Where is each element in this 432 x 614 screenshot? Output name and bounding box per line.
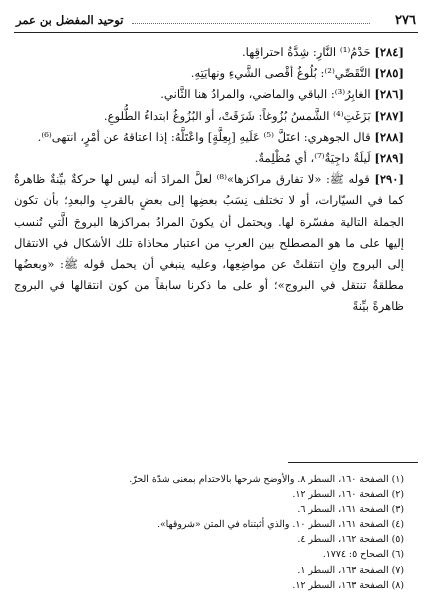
footnote-1: (١) الصفحة ١٦٠، السطر ٨. والأوضح شرحها بالاحتدام بمعنى شدّة الحرّ. (129, 474, 404, 485)
header-dotted-leader (132, 23, 370, 24)
entry-text: بَزَغَتِ⁽⁴⁾ الشَّمسُ بُزُوغاً: شَرَقَتْ، أو البُزُوغُ ابتداءُ الطُّلوعِ. (103, 108, 375, 123)
entry-number: [٢٨٨] (374, 129, 404, 144)
entry-287 (14, 106, 404, 127)
entry-number: [٢٨٦] (374, 87, 404, 102)
entry-289 (14, 148, 404, 169)
entry-text: التَّقَصِّي⁽²⁾: بُلُوغُ أقْصى الشَّيءِ ونهايَتِهِ. (190, 66, 375, 81)
footnote-3: (٣) الصفحة ١٦١، السطر ٦. (297, 504, 404, 516)
entry-288 (14, 127, 404, 148)
footnote-7: (٧) الصفحة ١٦٣، السطر ١. (297, 564, 404, 576)
entry-number: [٢٨٥] (374, 66, 404, 81)
entry-text: قوله ﷺ: «لا تفارق مراكزها»⁽⁸⁾ لعلَّ المرادَ أنه ليس لها حركةٌ بيِّنةٌ ظاهرةٌ كما في السيّارات، أو لا تختلف نِسَبُ بعضِها إلى بعضٍ بالقربِ والبعدِ؛ بأن تكون الجملة التالية مفسّرة لها. ويحتمل أن يكونَ المرادُ بمراكزها البروجَ الَّتي تُنسب إليها على ما هو المصطلح بين العربِ من اعتبار محاذاة تلك الأشكال في الانتقال إلى البروج وإنِ انتقلتْ عن مواضِعِها، وعليه ينبغي أن يحمل قوله ﷺ: «وبعضُها مطلقةٌ تنتقل في البروج»؛ أو على ما ذكرنا سابقاً من كون انتقالها في البروج ظاهرةً بيِّنةً (14, 172, 404, 314)
entry-text: لَيلَةٌ داجِيَةٌ⁽⁷⁾، أي مُظْلِمةٌ. (254, 151, 375, 166)
footnote-8: (٨) الصفحة ١٦٣، السطر ١٢. (292, 579, 404, 591)
footnote-separator (288, 462, 418, 463)
book-page (14, 12, 418, 602)
footnotes (14, 472, 418, 593)
entry-286 (14, 84, 404, 105)
entry-285 (14, 63, 404, 84)
entry-290 (14, 169, 404, 317)
entry-number: [٢٨٩] (374, 151, 404, 166)
page-header (14, 12, 418, 33)
footnote-5: (٥) الصفحة ١٦٢، السطر ٤. (297, 534, 404, 546)
entry-text: قال الجوهري: اعتَلَّ ⁽⁵⁾ عَلَيهِ [بِعِلَّةٍ] واعْتَلَّهُ: إذا اعتاقهُ عن أمْرٍ، انتهى⁽⁶⁾. (37, 129, 375, 144)
entry-number: [٢٩٠] (374, 172, 404, 187)
entry-text: الغابِرُ⁽³⁾: الباقي والماضي، والمرادُ هنا الثَّاني. (160, 87, 375, 102)
entry-text: حَدْمُ⁽¹⁾ النَّارِ: شِدَّةُ احتراقِها. (242, 45, 375, 59)
entry-number: [٢٨٤] (374, 45, 404, 59)
running-book-title: توحيد المفضل بن عمر (16, 13, 124, 27)
entry-number: [٢٨٧] (374, 108, 404, 123)
footnote-6: (٦) الصحاح ٥: ١٧٧٤. (322, 549, 404, 561)
main-text (14, 42, 418, 318)
footnote-4: (٤) الصفحة ١٦١، السطر ١٠. والذي أثبتناه في المتن «شروقها». (156, 519, 404, 531)
page-number: ٢٧٦ (395, 13, 416, 28)
entry-284 (14, 42, 404, 63)
footnote-2: (٢) الصفحة ١٦٠، السطر ١٢. (292, 489, 404, 501)
